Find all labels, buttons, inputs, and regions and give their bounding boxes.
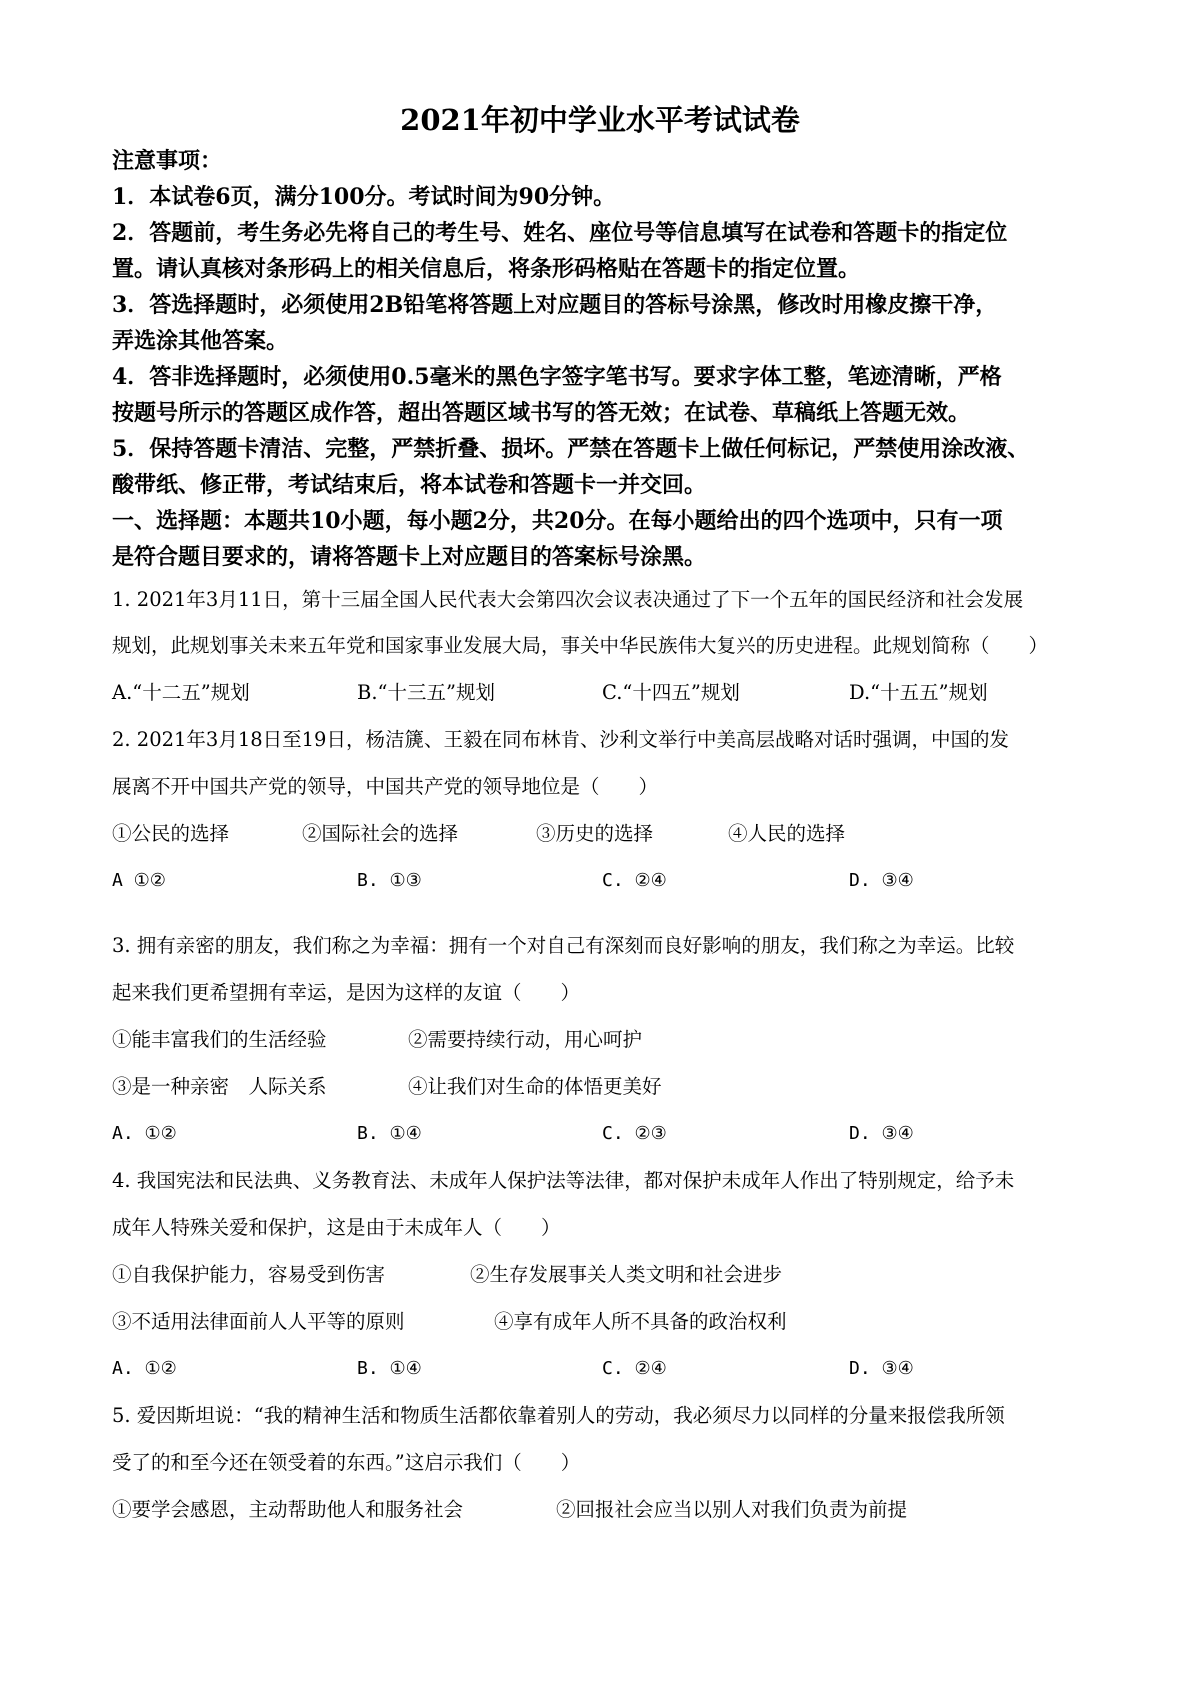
- question-3-item: ②需要持续行动，用心呵护: [408, 1028, 643, 1051]
- question-2-option-c: C. ②④: [602, 870, 667, 891]
- question-2-option-b: B. ①③: [357, 870, 422, 891]
- question-3-item: ④让我们对生命的体悟更美好: [408, 1075, 662, 1098]
- question-4-item: ②生存发展事关人类文明和社会进步: [470, 1263, 783, 1286]
- notice-line: 酸带纸、修正带，考试结束后，将本试卷和答题卡一并交回。: [112, 472, 707, 498]
- question-2-option-a: A ①②: [112, 870, 166, 891]
- notice-line: 按题号所示的答题区成作答，超出答题区域书写的答无效；在试卷、草稿纸上答题无效。: [112, 400, 971, 426]
- notice-line: 4．答非选择题时，必须使用0.5毫米的黑色字签字笔书写。要求字体工整，笔迹清晰，严格: [112, 364, 1002, 390]
- notice-line: 弄选涂其他答案。: [112, 328, 289, 354]
- question-5-stem: 5. 爱因斯坦说：“我的精神生活和物质生活都依靠着别人的劳动，我必须尽力以同样的分量来报偿我所领: [112, 1404, 1005, 1427]
- section-heading: 是符合题目要求的，请将答题卡上对应题目的答案标号涂黑。: [112, 544, 707, 570]
- question-5-item: ②回报社会应当以别人对我们负责为前提: [556, 1498, 908, 1521]
- question-2-item: ①公民的选择: [112, 822, 230, 845]
- question-2-item: ③历史的选择: [536, 822, 654, 845]
- question-1-stem: 规划，此规划事关未来五年党和国家事业发展大局，事关中华民族伟大复兴的历史进程。此规划简称（ ）: [112, 634, 1049, 657]
- exam-title: 2021年初中学业水平考试试卷: [400, 103, 800, 137]
- question-3-option-d: D. ③④: [849, 1123, 914, 1144]
- notice-line: 3．答选择题时，必须使用2B铅笔将答题上对应题目的答标号涂黑，修改时用橡皮擦干净，: [112, 292, 998, 318]
- question-2-option-d: D. ③④: [849, 870, 914, 891]
- notice-line: 1．本试卷6页，满分100分。考试时间为90分钟。: [112, 184, 616, 210]
- question-4-stem: 4. 我国宪法和民法典、义务教育法、未成年人保护法等法律，都对保护未成年人作出了特别规定，给予未: [112, 1169, 1015, 1192]
- question-2-item: ④人民的选择: [728, 822, 846, 845]
- question-3-item: ③是一种亲密 人际关系: [112, 1075, 327, 1098]
- question-3-option-a: A. ①②: [112, 1123, 177, 1144]
- question-5-item: ①要学会感恩，主动帮助他人和服务社会: [112, 1498, 464, 1521]
- question-3-stem: 3. 拥有亲密的朋友，我们称之为幸福：拥有一个对自己有深刻而良好影响的朋友，我们称之为幸运。比较: [112, 934, 1015, 957]
- question-3-stem: 起来我们更希望拥有幸运，是因为这样的友谊（ ）: [112, 981, 581, 1004]
- question-3-item: ①能丰富我们的生活经验: [112, 1028, 327, 1051]
- notice-line: 2．答题前，考生务必先将自己的考生号、姓名、座位号等信息填写在试卷和答题卡的指定位: [112, 220, 1008, 246]
- question-1-option-d: D.“十五五”规划: [849, 681, 988, 704]
- notice-line: 5．保持答题卡清洁、完整，严禁折叠、损坏。严禁在答题卡上做任何标记，严禁使用涂改液、: [112, 436, 1030, 462]
- question-2-stem: 展离不开中国共产党的领导，中国共产党的领导地位是（ ）: [112, 775, 659, 798]
- question-5-stem: 受了的和至今还在领受着的东西。”这启示我们（ ）: [112, 1451, 581, 1474]
- question-4-option-b: B. ①④: [357, 1358, 422, 1379]
- question-4-stem: 成年人特殊关爱和保护，这是由于未成年人（ ）: [112, 1216, 561, 1239]
- question-3-option-b: B. ①④: [357, 1123, 422, 1144]
- question-1-option-c: C.“十四五”规划: [602, 681, 740, 704]
- question-4-item: ④享有成年人所不具备的政治权利: [494, 1310, 787, 1333]
- question-4-item: ③不适用法律面前人人平等的原则: [112, 1310, 405, 1333]
- section-heading: 一、选择题：本题共10小题，每小题2分，共20分。在每小题给出的四个选项中，只有一项: [112, 508, 1003, 534]
- question-4-option-d: D. ③④: [849, 1358, 914, 1379]
- question-3-option-c: C. ②③: [602, 1123, 667, 1144]
- notice-heading: 注意事项：: [112, 148, 223, 174]
- question-4-option-a: A. ①②: [112, 1358, 177, 1379]
- question-1-stem: 1. 2021年3月11日，第十三届全国人民代表大会第四次会议表决通过了下一个五年的国民经济和社会发展: [112, 588, 1024, 611]
- question-2-stem: 2. 2021年3月18日至19日，杨洁篪、王毅在同布林肯、沙利文举行中美高层战略对话时强调，中国的发: [112, 728, 1009, 751]
- question-4-item: ①自我保护能力，容易受到伤害: [112, 1263, 386, 1286]
- question-1-option-a: A.“十二五”规划: [112, 681, 250, 704]
- question-1-option-b: B.“十三五”规划: [357, 681, 495, 704]
- question-4-option-c: C. ②④: [602, 1358, 667, 1379]
- question-2-item: ②国际社会的选择: [302, 822, 459, 845]
- notice-line: 置。请认真核对条形码上的相关信息后，将条形码格贴在答题卡的指定位置。: [112, 256, 861, 282]
